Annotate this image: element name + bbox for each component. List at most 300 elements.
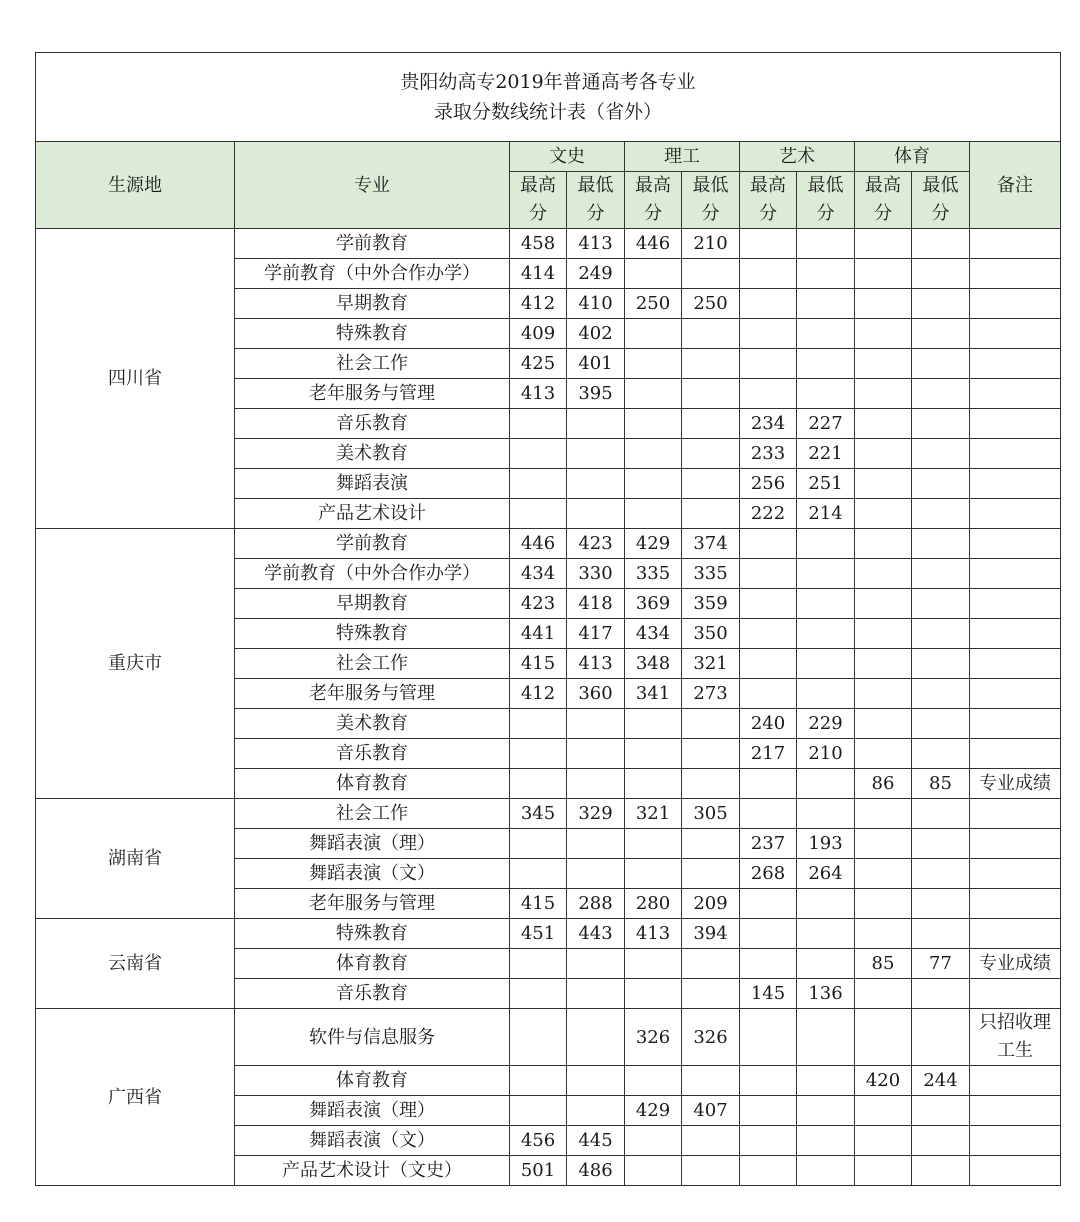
score-cell	[740, 1156, 797, 1186]
score-cell	[682, 409, 740, 439]
note-cell	[970, 589, 1061, 619]
score-cell	[510, 709, 567, 739]
score-cell	[682, 319, 740, 349]
score-cell	[510, 859, 567, 889]
header-min-score: 最低分	[912, 172, 970, 229]
major-cell: 社会工作	[235, 649, 510, 679]
header-min-score: 最低分	[682, 172, 740, 229]
note-cell	[970, 379, 1061, 409]
score-cell: 305	[682, 799, 740, 829]
score-cell	[625, 859, 682, 889]
score-cell	[912, 1096, 970, 1126]
score-cell	[797, 589, 855, 619]
header-max-score: 最高分	[855, 172, 912, 229]
score-cell	[625, 979, 682, 1009]
score-cell: 136	[797, 979, 855, 1009]
score-cell: 420	[855, 1066, 912, 1096]
table-row	[36, 229, 1061, 259]
score-cell	[567, 439, 625, 469]
score-cell	[567, 829, 625, 859]
score-cell	[682, 379, 740, 409]
score-cell	[740, 289, 797, 319]
major-cell: 特殊教育	[235, 919, 510, 949]
table-row	[36, 919, 1061, 949]
score-cell	[855, 589, 912, 619]
note-cell	[970, 889, 1061, 919]
score-cell: 335	[682, 559, 740, 589]
major-cell: 早期教育	[235, 289, 510, 319]
score-cell	[682, 709, 740, 739]
score-cell	[567, 409, 625, 439]
note-cell	[970, 259, 1061, 289]
major-cell: 音乐教育	[235, 739, 510, 769]
score-cell	[855, 859, 912, 889]
score-cell	[625, 1156, 682, 1186]
score-cell: 412	[510, 289, 567, 319]
score-cell: 193	[797, 829, 855, 859]
score-cell	[855, 889, 912, 919]
score-cell: 217	[740, 739, 797, 769]
score-cell	[740, 589, 797, 619]
note-cell	[970, 859, 1061, 889]
score-cell: 446	[625, 229, 682, 259]
score-cell	[682, 349, 740, 379]
province-cell: 湖南省	[36, 799, 235, 919]
score-cell	[855, 259, 912, 289]
score-cell	[912, 739, 970, 769]
score-cell: 210	[797, 739, 855, 769]
score-cell	[855, 799, 912, 829]
major-cell: 体育教育	[235, 1066, 510, 1096]
header-note: 备注	[970, 142, 1061, 229]
major-cell: 学前教育	[235, 229, 510, 259]
score-cell	[567, 499, 625, 529]
score-cell	[797, 379, 855, 409]
score-cell	[625, 949, 682, 979]
score-cell: 326	[682, 1009, 740, 1066]
score-cell	[510, 1066, 567, 1096]
score-cell	[797, 619, 855, 649]
score-cell: 409	[510, 319, 567, 349]
header-max-score: 最高分	[510, 172, 567, 229]
score-cell	[797, 559, 855, 589]
major-cell: 老年服务与管理	[235, 889, 510, 919]
score-cell	[797, 1096, 855, 1126]
score-cell: 417	[567, 619, 625, 649]
score-cell: 374	[682, 529, 740, 559]
score-cell	[797, 1009, 855, 1066]
score-cell: 221	[797, 439, 855, 469]
score-cell	[625, 259, 682, 289]
major-cell: 美术教育	[235, 439, 510, 469]
score-cell	[740, 379, 797, 409]
note-cell	[970, 289, 1061, 319]
score-cell	[682, 829, 740, 859]
note-cell	[970, 319, 1061, 349]
score-cell	[740, 649, 797, 679]
score-cell: 209	[682, 889, 740, 919]
major-cell: 产品艺术设计	[235, 499, 510, 529]
note-cell	[970, 709, 1061, 739]
score-cell: 288	[567, 889, 625, 919]
score-cell	[912, 1156, 970, 1186]
score-cell	[567, 859, 625, 889]
score-cell: 350	[682, 619, 740, 649]
score-cell: 227	[797, 409, 855, 439]
score-cell	[567, 769, 625, 799]
table-row	[36, 799, 1061, 829]
score-cell	[855, 379, 912, 409]
note-cell	[970, 829, 1061, 859]
score-cell	[682, 769, 740, 799]
score-cell: 280	[625, 889, 682, 919]
major-cell: 舞蹈表演（理）	[235, 1096, 510, 1126]
title-line-1: 贵阳幼高专2019年普通高考各专业	[400, 71, 696, 93]
score-cell: 145	[740, 979, 797, 1009]
score-cell: 451	[510, 919, 567, 949]
note-cell	[970, 1096, 1061, 1126]
score-cell	[625, 319, 682, 349]
score-cell	[912, 469, 970, 499]
table-row	[36, 529, 1061, 559]
score-cell	[855, 229, 912, 259]
score-cell	[912, 619, 970, 649]
score-cell	[855, 829, 912, 859]
score-cell	[797, 889, 855, 919]
major-cell: 美术教育	[235, 709, 510, 739]
note-cell	[970, 619, 1061, 649]
score-cell	[797, 649, 855, 679]
score-cell	[625, 439, 682, 469]
score-cell	[510, 979, 567, 1009]
score-cell	[855, 559, 912, 589]
score-cell: 360	[567, 679, 625, 709]
score-cell	[855, 979, 912, 1009]
score-cell: 329	[567, 799, 625, 829]
score-cell	[912, 859, 970, 889]
score-cell: 214	[797, 499, 855, 529]
header-max-score: 最高分	[740, 172, 797, 229]
major-cell: 学前教育（中外合作办学）	[235, 559, 510, 589]
score-cell	[912, 919, 970, 949]
major-cell: 舞蹈表演（文）	[235, 859, 510, 889]
score-cell	[855, 919, 912, 949]
score-cell: 321	[625, 799, 682, 829]
score-cell: 418	[567, 589, 625, 619]
score-cell: 86	[855, 769, 912, 799]
score-cell: 359	[682, 589, 740, 619]
score-cell	[625, 1126, 682, 1156]
major-cell: 老年服务与管理	[235, 679, 510, 709]
score-cell	[855, 349, 912, 379]
major-cell: 学前教育	[235, 529, 510, 559]
score-cell: 330	[567, 559, 625, 589]
score-cell	[912, 1009, 970, 1066]
score-cell	[797, 1156, 855, 1186]
score-cell	[797, 679, 855, 709]
header-max-score: 最高分	[625, 172, 682, 229]
score-cell	[797, 529, 855, 559]
score-cell: 443	[567, 919, 625, 949]
score-cell: 415	[510, 649, 567, 679]
score-cell	[855, 1156, 912, 1186]
note-cell	[970, 1066, 1061, 1096]
score-cell	[682, 439, 740, 469]
major-cell: 特殊教育	[235, 619, 510, 649]
score-cell	[912, 439, 970, 469]
score-cell	[682, 739, 740, 769]
table-title	[36, 53, 1061, 142]
note-cell	[970, 529, 1061, 559]
note-cell	[970, 679, 1061, 709]
score-cell: 410	[567, 289, 625, 319]
score-cell	[740, 349, 797, 379]
score-cell	[682, 979, 740, 1009]
score-cell	[855, 319, 912, 349]
score-cell	[855, 1009, 912, 1066]
score-cell	[912, 799, 970, 829]
score-cell	[625, 829, 682, 859]
score-cell	[912, 679, 970, 709]
score-cell	[682, 1066, 740, 1096]
score-cell	[740, 529, 797, 559]
score-cell: 335	[625, 559, 682, 589]
score-cell: 341	[625, 679, 682, 709]
score-cell: 85	[912, 769, 970, 799]
province-cell: 重庆市	[36, 529, 235, 799]
score-cell	[740, 889, 797, 919]
score-cell: 446	[510, 529, 567, 559]
score-cell: 407	[682, 1096, 740, 1126]
score-cell	[855, 1126, 912, 1156]
score-cell	[625, 739, 682, 769]
score-cell: 240	[740, 709, 797, 739]
score-cell	[912, 259, 970, 289]
score-cell	[797, 229, 855, 259]
major-cell: 学前教育（中外合作办学）	[235, 259, 510, 289]
score-cell	[855, 1096, 912, 1126]
note-cell	[970, 1126, 1061, 1156]
major-cell: 音乐教育	[235, 979, 510, 1009]
score-cell	[567, 1009, 625, 1066]
score-cell	[510, 409, 567, 439]
score-cell: 348	[625, 649, 682, 679]
note-cell	[970, 919, 1061, 949]
score-cell: 77	[912, 949, 970, 979]
score-cell: 250	[682, 289, 740, 319]
score-cell	[740, 769, 797, 799]
header-min-score: 最低分	[797, 172, 855, 229]
score-cell	[855, 739, 912, 769]
score-cell	[625, 709, 682, 739]
table-row	[36, 1009, 1061, 1066]
score-cell	[855, 649, 912, 679]
score-cell: 264	[797, 859, 855, 889]
header-group-yishu: 艺术	[740, 142, 855, 172]
score-cell	[625, 409, 682, 439]
score-cell	[797, 1066, 855, 1096]
score-cell: 321	[682, 649, 740, 679]
score-cell	[625, 1066, 682, 1096]
major-cell: 社会工作	[235, 349, 510, 379]
note-cell	[970, 799, 1061, 829]
score-cell	[625, 469, 682, 499]
score-cell	[855, 679, 912, 709]
score-cell	[912, 589, 970, 619]
score-cell: 456	[510, 1126, 567, 1156]
score-cell	[912, 319, 970, 349]
score-cell	[912, 1126, 970, 1156]
note-cell	[970, 469, 1061, 499]
score-cell	[682, 499, 740, 529]
score-cell	[740, 949, 797, 979]
score-cell	[740, 559, 797, 589]
score-cell: 273	[682, 679, 740, 709]
note-cell	[970, 739, 1061, 769]
score-cell: 85	[855, 949, 912, 979]
score-cell: 244	[912, 1066, 970, 1096]
score-cell	[855, 469, 912, 499]
score-cell	[567, 1066, 625, 1096]
header-group-tiyu: 体育	[855, 142, 970, 172]
score-cell	[510, 469, 567, 499]
score-cell	[510, 949, 567, 979]
score-cell	[855, 529, 912, 559]
score-cell	[912, 409, 970, 439]
score-cell	[740, 679, 797, 709]
score-cell	[912, 979, 970, 1009]
score-cell	[797, 349, 855, 379]
score-cell	[797, 799, 855, 829]
score-cell: 412	[510, 679, 567, 709]
score-cell	[855, 709, 912, 739]
score-cell	[797, 949, 855, 979]
score-cell	[740, 919, 797, 949]
score-cell: 402	[567, 319, 625, 349]
score-cell: 249	[567, 259, 625, 289]
score-cell: 415	[510, 889, 567, 919]
score-cell	[625, 379, 682, 409]
score-cell: 501	[510, 1156, 567, 1186]
note-cell	[970, 439, 1061, 469]
major-cell: 软件与信息服务	[235, 1009, 510, 1066]
score-cell: 458	[510, 229, 567, 259]
score-cell	[740, 1009, 797, 1066]
score-cell: 414	[510, 259, 567, 289]
score-cell	[567, 739, 625, 769]
score-cell	[912, 289, 970, 319]
score-cell: 256	[740, 469, 797, 499]
score-cell	[797, 1126, 855, 1156]
score-cell	[855, 409, 912, 439]
score-cell	[567, 1096, 625, 1126]
score-cell	[740, 1126, 797, 1156]
score-cell	[912, 829, 970, 859]
note-cell	[970, 649, 1061, 679]
score-cell: 394	[682, 919, 740, 949]
note-cell	[970, 499, 1061, 529]
province-cell: 云南省	[36, 919, 235, 1009]
score-cell	[682, 1156, 740, 1186]
score-cell: 486	[567, 1156, 625, 1186]
score-cell	[797, 769, 855, 799]
score-cell: 413	[567, 229, 625, 259]
note-cell	[970, 979, 1061, 1009]
score-cell	[567, 949, 625, 979]
major-cell: 老年服务与管理	[235, 379, 510, 409]
score-cell: 237	[740, 829, 797, 859]
score-cell: 425	[510, 349, 567, 379]
table-body	[36, 229, 1061, 1186]
header-major: 专业	[235, 142, 510, 229]
score-cell	[797, 319, 855, 349]
score-cell: 434	[510, 559, 567, 589]
major-cell: 舞蹈表演	[235, 469, 510, 499]
score-cell	[682, 859, 740, 889]
score-cell	[855, 439, 912, 469]
score-cell	[797, 259, 855, 289]
score-cell	[682, 469, 740, 499]
score-cell	[855, 289, 912, 319]
score-cell: 234	[740, 409, 797, 439]
score-cell	[912, 229, 970, 259]
score-cell	[510, 1009, 567, 1066]
score-cell	[567, 469, 625, 499]
score-cell	[912, 349, 970, 379]
score-cell: 326	[625, 1009, 682, 1066]
score-cell	[912, 379, 970, 409]
score-cell	[567, 709, 625, 739]
score-cell	[912, 889, 970, 919]
score-cell	[740, 259, 797, 289]
score-cell	[510, 439, 567, 469]
note-cell: 只招收理工生	[970, 1009, 1061, 1066]
note-cell: 专业成绩	[970, 949, 1061, 979]
major-cell: 体育教育	[235, 949, 510, 979]
score-cell: 441	[510, 619, 567, 649]
major-cell: 早期教育	[235, 589, 510, 619]
score-cell	[912, 709, 970, 739]
score-cell: 250	[625, 289, 682, 319]
major-cell: 音乐教育	[235, 409, 510, 439]
major-cell: 特殊教育	[235, 319, 510, 349]
score-cell: 268	[740, 859, 797, 889]
score-cell: 369	[625, 589, 682, 619]
score-cell	[682, 949, 740, 979]
major-cell: 体育教育	[235, 769, 510, 799]
score-cell	[912, 649, 970, 679]
score-cell: 429	[625, 529, 682, 559]
score-cell: 413	[625, 919, 682, 949]
score-cell	[740, 1066, 797, 1096]
title-line-2: 录取分数线统计表（省外）	[433, 101, 662, 123]
header-province: 生源地	[36, 142, 235, 229]
major-cell: 产品艺术设计（文史）	[235, 1156, 510, 1186]
score-cell	[912, 559, 970, 589]
score-cell: 423	[567, 529, 625, 559]
score-cell	[740, 319, 797, 349]
note-cell	[970, 349, 1061, 379]
score-cell	[625, 499, 682, 529]
score-cell	[797, 289, 855, 319]
score-cell	[682, 1126, 740, 1156]
note-cell: 专业成绩	[970, 769, 1061, 799]
score-cell: 423	[510, 589, 567, 619]
score-cell	[797, 919, 855, 949]
note-cell	[970, 1156, 1061, 1186]
score-cell	[912, 499, 970, 529]
score-cell	[510, 829, 567, 859]
